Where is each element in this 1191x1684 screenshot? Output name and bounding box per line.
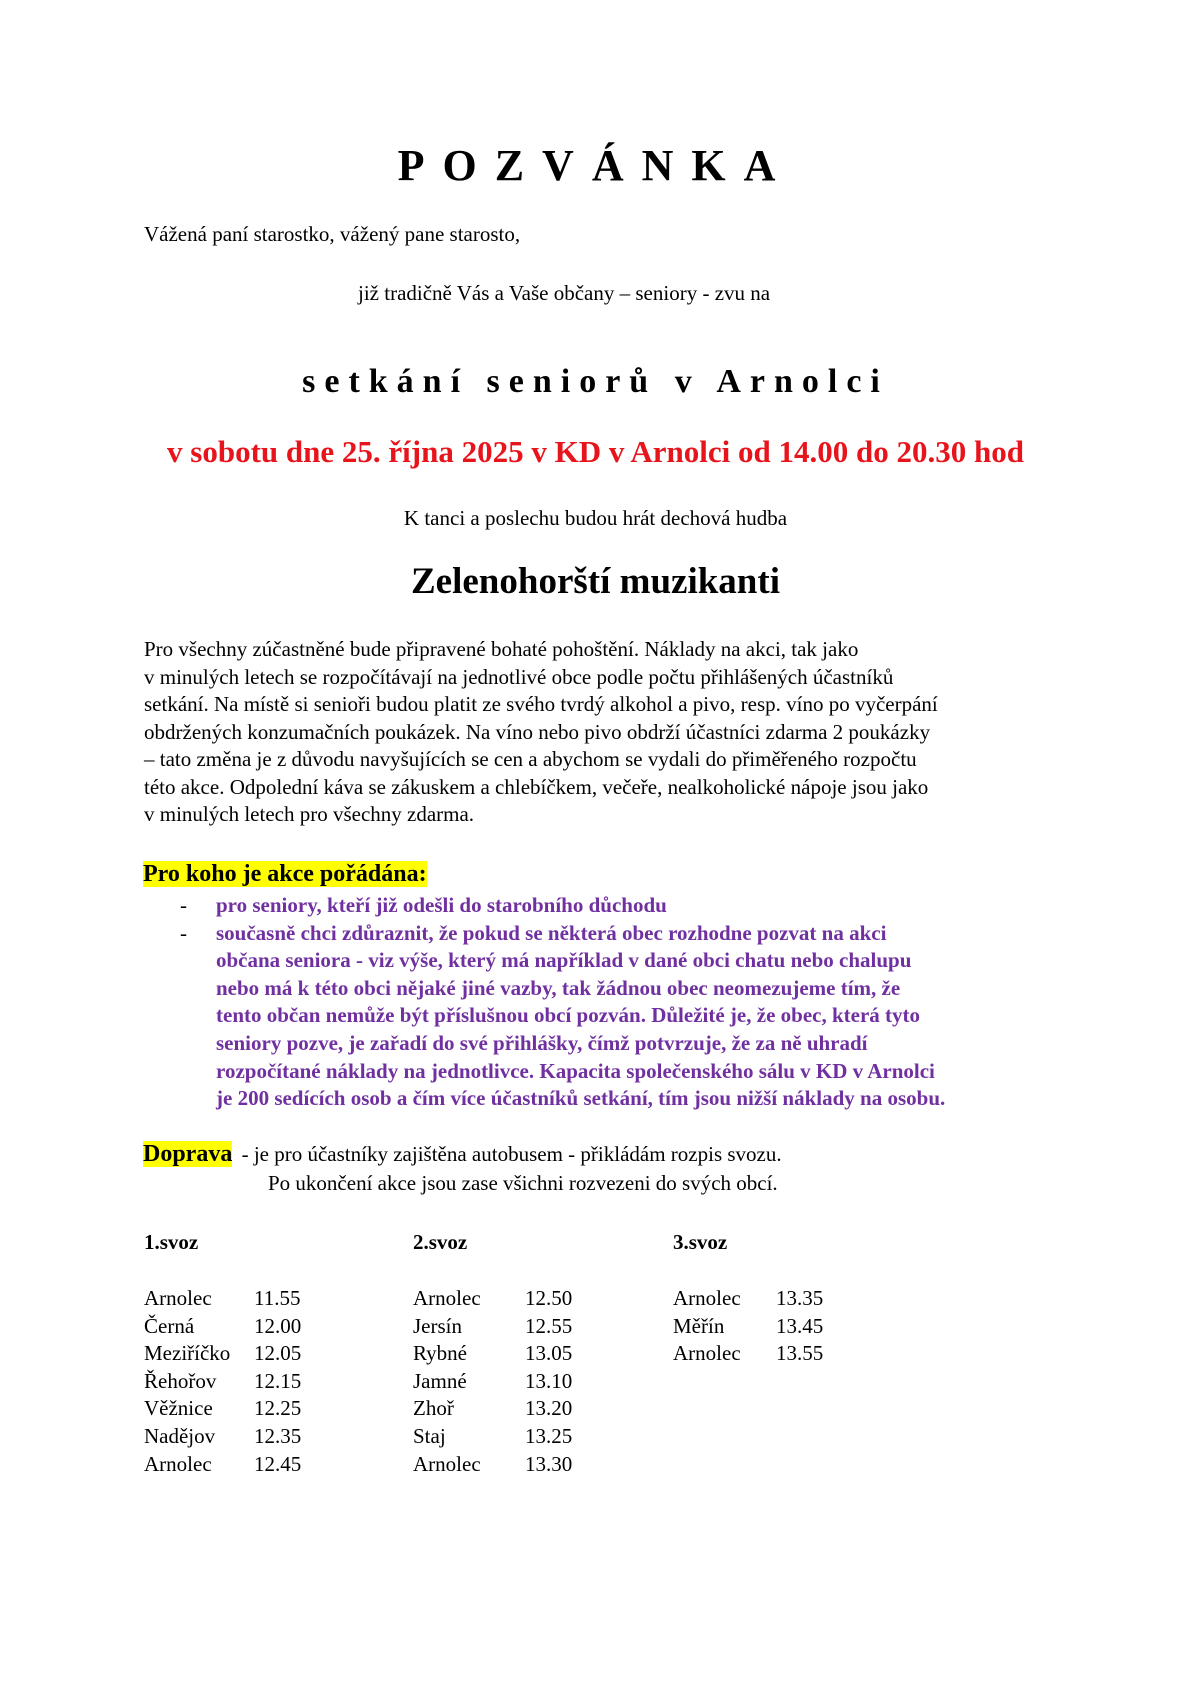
stop-time: 13.05 bbox=[525, 1341, 573, 1366]
transport-text-2: Po ukončení akce jsou zase všichni rozvezeni do svých obcí. bbox=[268, 1171, 778, 1195]
bullet-line: tento občan nemůže být příslušnou obcí pozván. Důležité je, že obec, která tyto bbox=[216, 1003, 921, 1028]
stop-place: Arnolec bbox=[144, 1286, 212, 1310]
stop-time: 13.55 bbox=[776, 1341, 824, 1366]
bullet-line: seniory pozve, je zařadí do své přihlášky, čímž potvrzuje, že za ně uhradí bbox=[216, 1030, 868, 1055]
stop-time: 12.50 bbox=[525, 1286, 573, 1310]
stop-place: Věžnice bbox=[144, 1396, 213, 1421]
paragraph-line: v minulých letech pro všechny zdarma. bbox=[144, 802, 475, 826]
stop-time: 12.25 bbox=[254, 1396, 302, 1421]
bullet-line: rozpočítané náklady na jednotlivce. Kapacita společenského sálu v KD v Arnolci bbox=[216, 1058, 935, 1083]
stop-time: 12.00 bbox=[254, 1313, 302, 1338]
stop-time: 12.45 bbox=[254, 1451, 302, 1476]
stop-time: 12.55 bbox=[525, 1313, 573, 1338]
band-name: Zelenohorští muzikanti bbox=[411, 561, 780, 602]
svoz-3-heading: 3.svoz bbox=[673, 1230, 728, 1254]
stop-time: 12.35 bbox=[254, 1423, 302, 1448]
paragraph-line: – tato změna je z důvodu navyšujících se cen a abychom se vydali do přiměřeného rozpočtu bbox=[144, 747, 917, 771]
bullet-list bbox=[176, 892, 945, 1113]
stop-place: Staj bbox=[413, 1423, 446, 1448]
stop-place: Arnolec bbox=[673, 1286, 741, 1310]
stop-place: Arnolec bbox=[413, 1286, 481, 1310]
for-whom-heading: Pro koho je akce pořádána: bbox=[143, 861, 427, 887]
bullet-item bbox=[176, 920, 945, 1113]
svoz-2-heading: 2.svoz bbox=[413, 1230, 468, 1254]
stop-place: Arnolec bbox=[673, 1341, 741, 1366]
transport-section bbox=[143, 1141, 782, 1168]
bullet-line: pro seniory, kteří již odešli do starobního důchodu bbox=[216, 893, 667, 917]
stop-time: 11.55 bbox=[254, 1286, 301, 1310]
transport-heading: Doprava bbox=[143, 1141, 233, 1167]
for-whom-section bbox=[143, 861, 427, 888]
paragraph-line: setkání. Na místě si senioři budou platit ze svého tvrdý alkohol a pivo, resp. víno po vyčerpání bbox=[144, 692, 938, 716]
paragraph-line: Pro všechny zúčastněné bude připravené bohaté pohoštění. Náklady na akci, tak jako bbox=[144, 637, 859, 661]
stop-place: Jamné bbox=[413, 1368, 467, 1393]
bullet-line: je 200 sedících osob a čím více účastníků setkání, tím jsou nižší náklady na osobu. bbox=[216, 1086, 946, 1111]
stop-place: Jersín bbox=[413, 1313, 462, 1338]
bullet-line: nebo má k této obci nějaké jiné vazby, tak žádnou obec neomezujeme tím, že bbox=[216, 975, 901, 1000]
stop-place: Nadějov bbox=[144, 1423, 216, 1448]
stop-time: 12.05 bbox=[254, 1341, 302, 1366]
stop-time: 13.30 bbox=[525, 1451, 573, 1476]
event-date: v sobotu dne 25. října 2025 v KD v Arnolci od 14.00 do 20.30 hod bbox=[167, 434, 1024, 469]
music-intro: K tanci a poslechu budou hrát dechová hudba bbox=[403, 506, 788, 530]
stop-time: 13.10 bbox=[525, 1368, 573, 1393]
paragraph-line: této akce. Odpolední káva se zákuskem a chlebíčkem, večeře, nealkoholické nápoje jsou jako bbox=[144, 774, 929, 799]
stop-place: Měřín bbox=[673, 1313, 725, 1338]
stop-place: Černá bbox=[144, 1313, 195, 1338]
stop-place: Meziříčko bbox=[144, 1341, 231, 1366]
bullet-dash: - bbox=[180, 920, 187, 945]
intro-line: již tradičně Vás a Vaše občany – seniory - zvu na bbox=[358, 281, 771, 305]
paragraph-line: v minulých letech se rozpočítávají na jednotlivé obce podle počtu přihlášených účastníků bbox=[144, 664, 894, 689]
stop-place: Arnolec bbox=[144, 1451, 212, 1476]
bullet-dash: - bbox=[180, 893, 187, 917]
paragraph-line: obdržených konzumačních poukázek. Na víno nebo pivo obdrží účastníci zdarma 2 poukázky bbox=[144, 719, 931, 744]
svoz-1-heading: 1.svoz bbox=[144, 1230, 199, 1254]
stop-place: Arnolec bbox=[413, 1451, 481, 1476]
info-paragraph bbox=[144, 636, 1064, 829]
stop-time: 13.20 bbox=[525, 1396, 573, 1421]
stop-place: Rybné bbox=[413, 1341, 467, 1366]
transport-text: - je pro účastníky zajištěna autobusem - přikládám rozpis svozu. bbox=[241, 1142, 782, 1166]
event-title: setkání seniorů v Arnolci bbox=[302, 363, 889, 400]
stop-time: 13.35 bbox=[776, 1286, 824, 1310]
stop-time: 13.45 bbox=[776, 1313, 824, 1338]
salutation: Vážená paní starostko, vážený pane starosto, bbox=[144, 222, 521, 246]
bullet-line: občana seniora - viz výše, který má například v dané obci chatu nebo chalupu bbox=[216, 948, 912, 973]
bullet-item bbox=[176, 892, 945, 920]
page-title: POZVÁNKA bbox=[397, 141, 794, 190]
bullet-line: současně chci zdůraznit, že pokud se některá obec rozhodne pozvat na akci bbox=[216, 920, 887, 945]
stop-place: Řehořov bbox=[144, 1368, 217, 1393]
stop-time: 13.25 bbox=[525, 1423, 573, 1448]
stop-time: 12.15 bbox=[254, 1368, 302, 1393]
stop-place: Zhoř bbox=[413, 1396, 454, 1421]
